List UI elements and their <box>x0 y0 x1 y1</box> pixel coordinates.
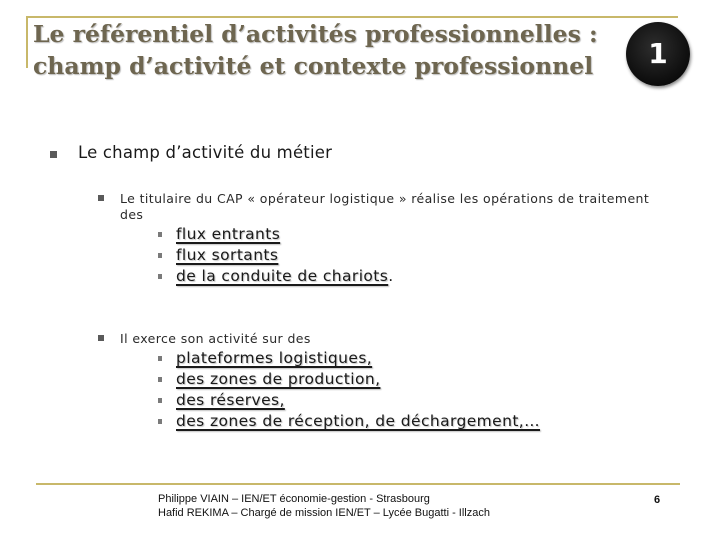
list-item-text: de la conduite de chariots <box>176 267 389 285</box>
page-number: 6 <box>654 494 661 506</box>
small-bullet-icon <box>158 398 162 403</box>
square-bullet-icon <box>50 151 57 158</box>
footer-divider <box>36 483 680 485</box>
slide-title <box>33 18 623 82</box>
item-2-text: Il exerce son activité sur des <box>120 331 311 346</box>
footer-credits-line-1: Philippe VIAIN – IEN/ET économie-gestion - Strasbourg <box>158 493 430 505</box>
slide-title-line-2: champ d’activité et contexte professionnel <box>33 52 594 80</box>
list-item <box>176 369 380 390</box>
list-item <box>176 411 540 432</box>
footer-credits <box>158 492 490 520</box>
list-item-text: des zones de production, <box>176 370 381 388</box>
square-bullet-icon <box>98 335 104 341</box>
list-item-text: plateformes logistiques, <box>176 349 373 367</box>
list-item <box>176 266 394 287</box>
section-heading: Le champ d’activité du métier <box>78 143 333 162</box>
small-bullet-icon <box>158 274 162 279</box>
small-bullet-icon <box>158 356 162 361</box>
item-1-text-line-2: des <box>120 207 144 222</box>
list-item-text: des zones de réception, de déchargement,… <box>176 412 541 430</box>
list-item-text: flux entrants <box>176 225 281 243</box>
footer-credits-line-2: Hafid REKIMA – Chargé de mission IEN/ET – Lycée Bugatti - Illzach <box>158 507 490 519</box>
item-1-text <box>120 191 695 223</box>
list-item-suffix: . <box>388 267 394 285</box>
small-bullet-icon <box>158 232 162 237</box>
list-item <box>176 245 278 266</box>
list-item <box>176 224 280 245</box>
small-bullet-icon <box>158 419 162 424</box>
list-item-text: flux sortants <box>176 246 279 264</box>
list-item <box>176 348 372 369</box>
number-badge: 1 <box>626 22 690 86</box>
list-item <box>176 390 285 411</box>
small-bullet-icon <box>158 377 162 382</box>
square-bullet-icon <box>98 195 104 201</box>
item-1-text-line-1: Le titulaire du CAP « opérateur logistique » réalise les opérations de traitement <box>120 191 650 206</box>
list-item-text: des réserves, <box>176 391 285 409</box>
small-bullet-icon <box>158 253 162 258</box>
slide-title-line-1: Le référentiel d’activités professionnelles : <box>33 20 598 48</box>
title-frame-left <box>26 16 28 68</box>
